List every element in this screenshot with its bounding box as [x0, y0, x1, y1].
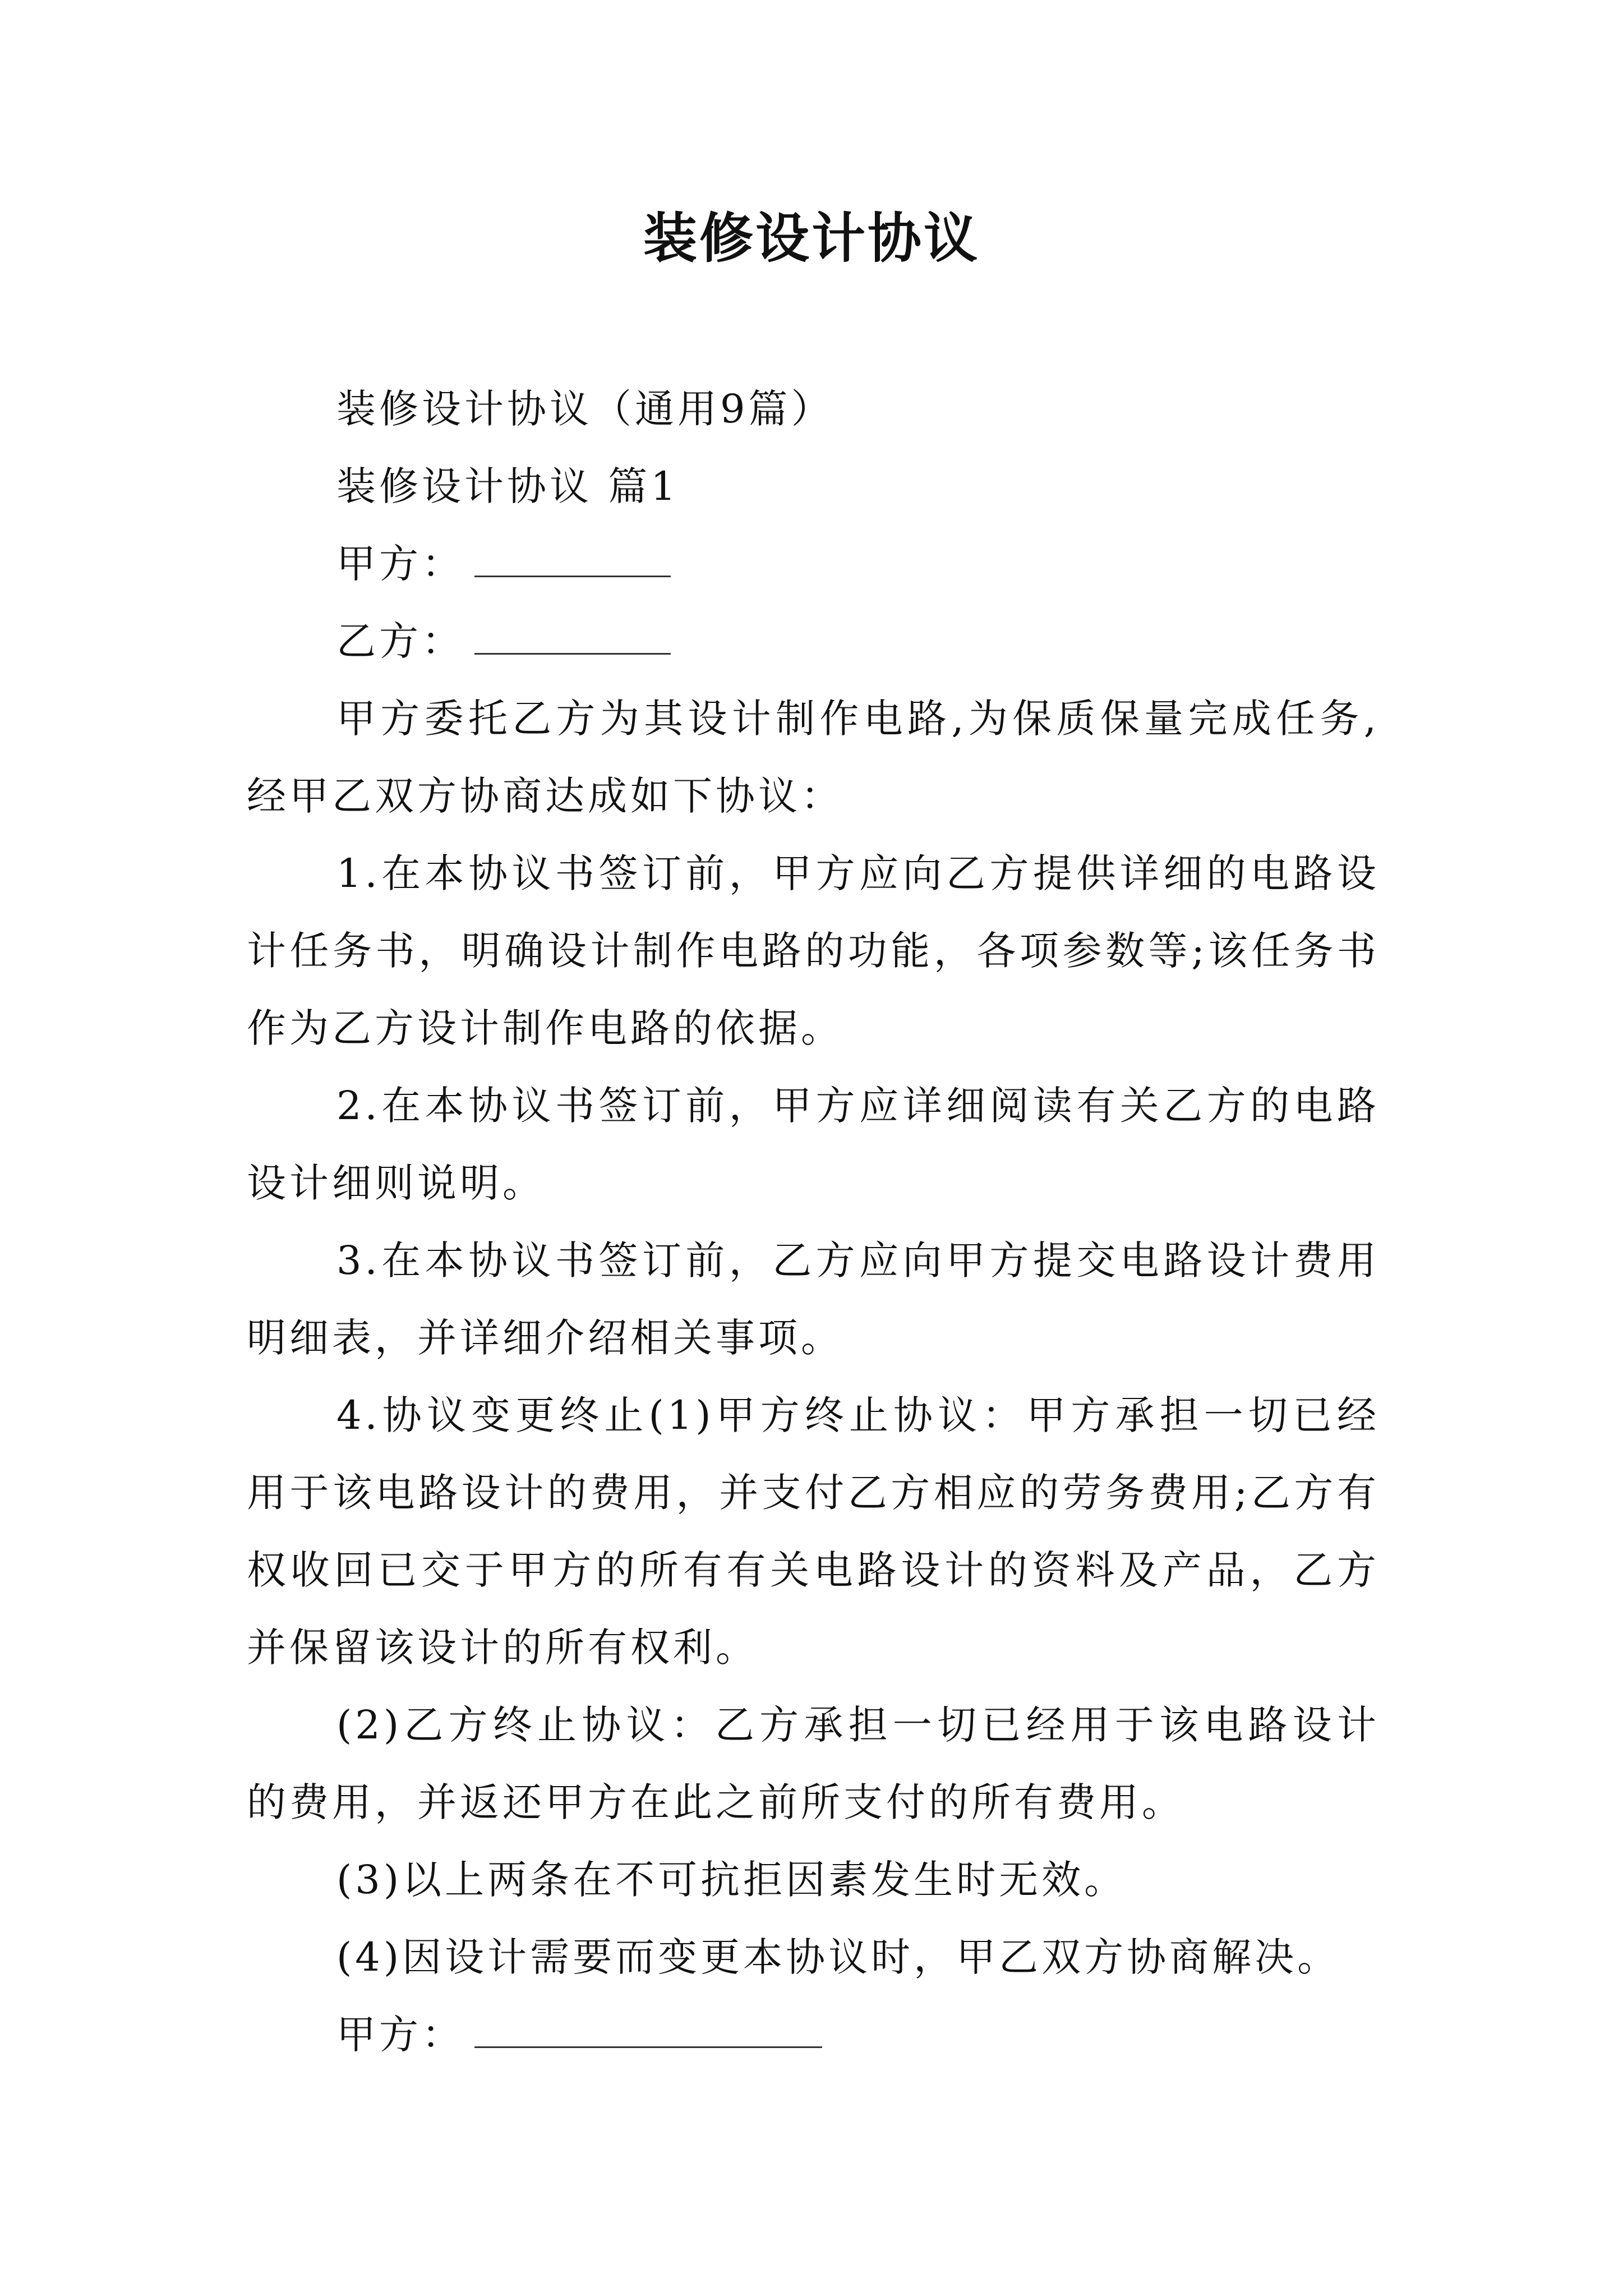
signature-line: [247, 1996, 1380, 2073]
document-title: 装修设计协议: [643, 207, 980, 270]
paragraph-clause-4: 4.协议变更终止(1)甲方终止协议：甲方承担一切已经用于该电路设计的费用，并支付乙方相应的劳务费用;乙方有权收回已交于甲方的所有有关电路设计的资料及产品，乙方并保留该设计的所有权利。: [247, 1392, 1380, 1671]
party-b-line: [247, 602, 1380, 680]
paragraph-clause-4-2: (2)乙方终止协议：乙方承担一切已经用于该电路设计的费用，并返还甲方在此之前所支付的所有费用。: [247, 1702, 1380, 1825]
signature-blank: [474, 2001, 822, 2048]
document-body: [247, 370, 1380, 2073]
signature-label: 甲方：: [336, 2012, 464, 2058]
party-b-label: 乙方：: [336, 618, 464, 664]
paragraph-intro: 甲方委托乙方为其设计制作电路,为保质保量完成任务,经甲乙双方协商达成如下协议：: [247, 696, 1380, 819]
section-heading: 装修设计协议 篇1: [336, 463, 679, 509]
paragraph-clause-3: 3.在本协议书签订前，乙方应向甲方提交电路设计费用明细表，并详细介绍相关事项。: [247, 1237, 1380, 1361]
party-b-blank: [474, 608, 671, 655]
document-subtitle: 装修设计协议（通用9篇）: [336, 386, 834, 432]
paragraph-clause-2: 2.在本协议书签订前，甲方应详细阅读有关乙方的电路设计细则说明。: [247, 1083, 1380, 1206]
party-a-blank: [474, 531, 671, 577]
paragraph-clause-4-3: (3)以上两条在不可抗拒因素发生时无效。: [336, 1857, 1127, 1903]
party-a-line: [247, 525, 1380, 602]
paragraph-clause-4-4: (4)因设计需要而变更本协议时，甲乙双方协商解决。: [336, 1934, 1340, 1980]
paragraph-clause-1: 1.在本协议书签订前，甲方应向乙方提供详细的电路设计任务书，明确设计制作电路的功能，各项参数等;该任务书作为乙方设计制作电路的依据。: [247, 850, 1380, 1051]
party-a-label: 甲方：: [336, 541, 464, 587]
